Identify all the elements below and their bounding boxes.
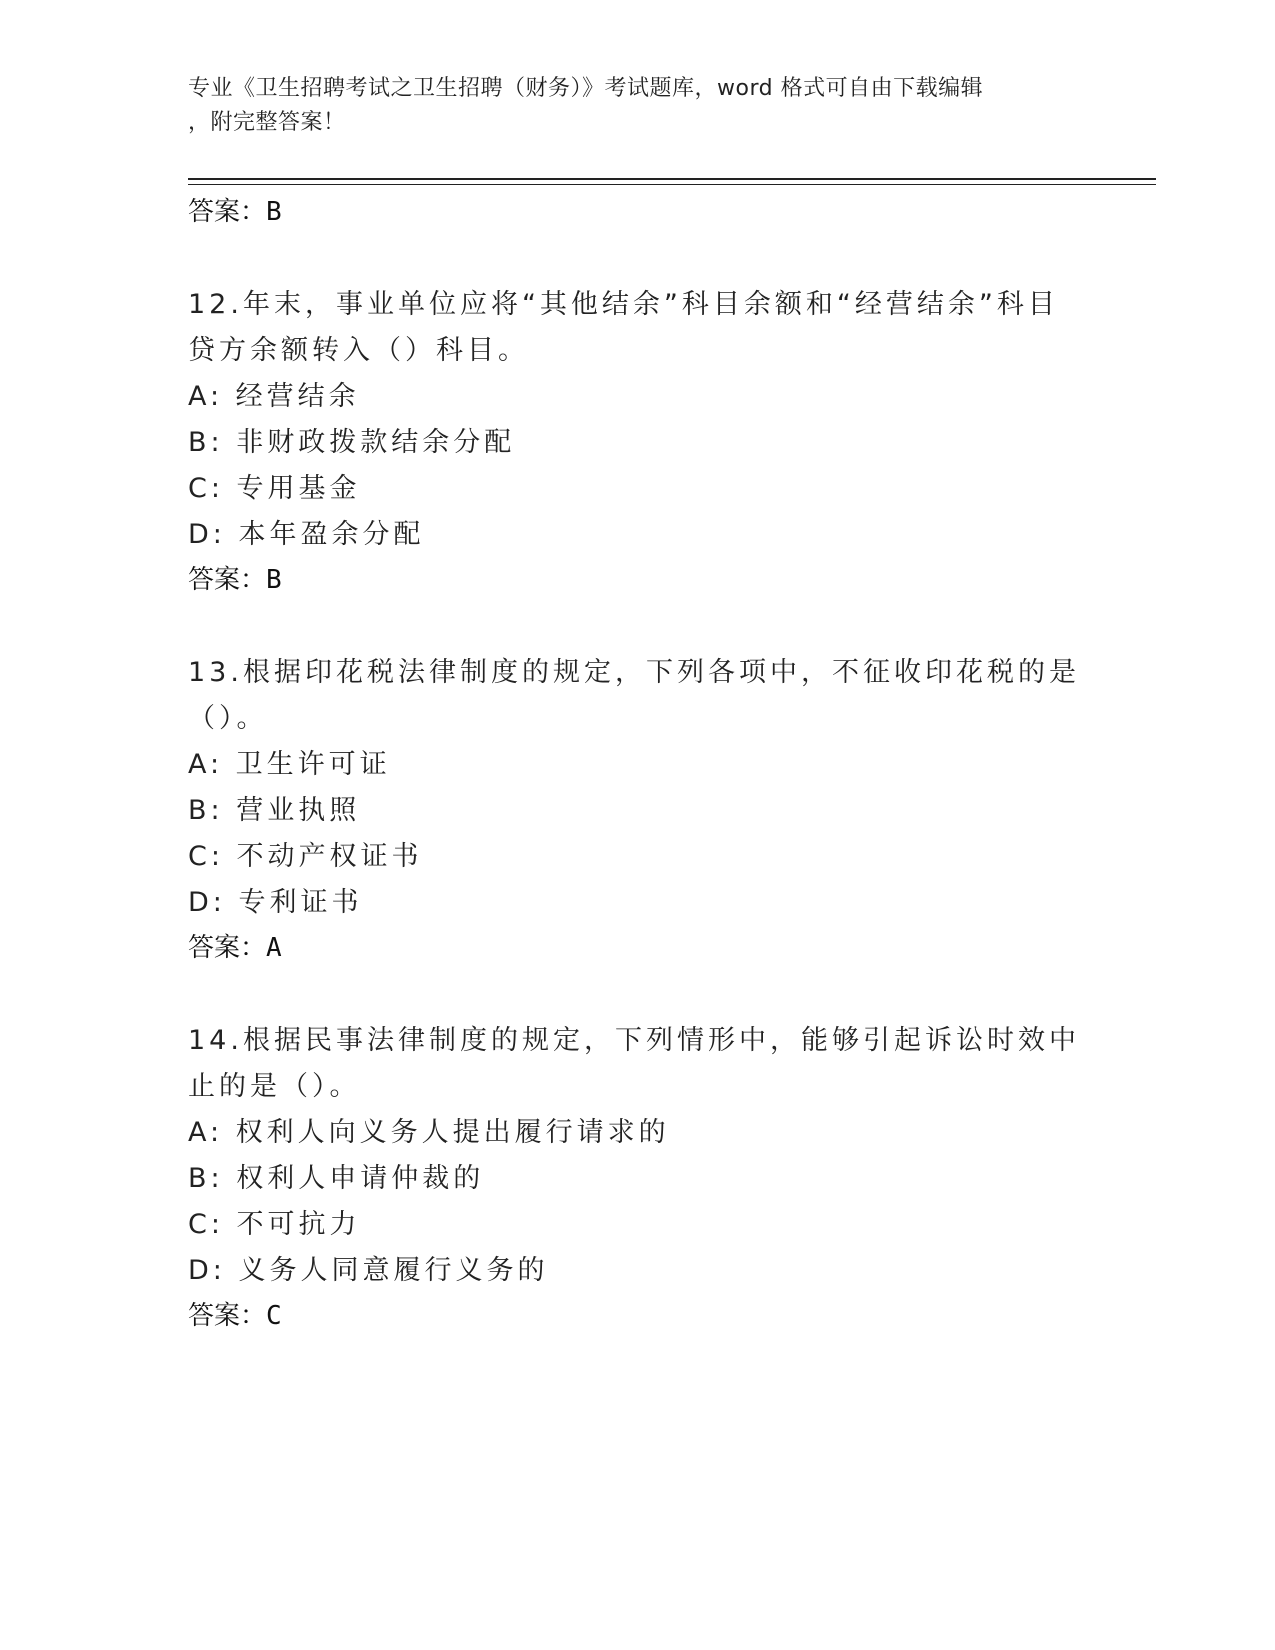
option-b: B: 非财政拨款结余分配 xyxy=(188,427,516,458)
answer-value: C xyxy=(266,1301,282,1331)
option-c: C: 不动产权证书 xyxy=(188,841,423,872)
option-a: A: 经营结余 xyxy=(188,381,360,412)
option-a: A: 权利人向义务人提出履行请求的 xyxy=(188,1117,670,1148)
question-text: 14.根据民事法律制度的规定，下列情形中，能够引起诉讼时效中止的是（）。 xyxy=(188,1025,1080,1102)
option-c: C: 不可抗力 xyxy=(188,1209,361,1240)
document-header xyxy=(188,72,1088,140)
question-list xyxy=(188,190,1088,1338)
answer-line xyxy=(188,926,1088,970)
answer-label: 答案： xyxy=(188,933,267,963)
header-line-1: 专业《卫生招聘考试之卫生招聘（财务）》考试题库，word 格式可自由下载编辑 xyxy=(188,76,984,101)
question-block-14 xyxy=(188,1018,1088,1338)
answer-value: A xyxy=(266,933,282,963)
header-rule-thin xyxy=(188,184,1156,185)
question-block-12 xyxy=(188,282,1088,602)
option-c: C: 专用基金 xyxy=(188,473,361,504)
header-line-2: ，附完整答案！ xyxy=(188,110,346,135)
answer-line xyxy=(188,558,1088,602)
spacer xyxy=(188,602,1088,650)
answer-value: B xyxy=(266,565,282,595)
answer-label: 答案： xyxy=(188,1301,267,1331)
answer-line xyxy=(188,190,1088,234)
option-b: B: 权利人申请仲裁的 xyxy=(188,1163,485,1194)
question-block-13 xyxy=(188,650,1088,970)
answer-label: 答案： xyxy=(188,565,267,595)
option-a: A: 卫生许可证 xyxy=(188,749,391,780)
answer-value: B xyxy=(266,197,282,227)
answer-line xyxy=(188,1294,1088,1338)
question-text: 13.根据印花税法律制度的规定，下列各项中，不征收印花税的是（）。 xyxy=(188,657,1080,734)
answer-label: 答案： xyxy=(188,197,267,227)
option-d: D: 本年盈余分配 xyxy=(188,519,425,550)
spacer xyxy=(188,970,1088,1018)
header-rule-thick xyxy=(188,178,1156,180)
option-d: D: 义务人同意履行义务的 xyxy=(188,1255,549,1286)
question-text: 12.年末，事业单位应将“其他结余”科目余额和“经营结余”科目贷方余额转入（）科目。 xyxy=(188,289,1059,366)
spacer xyxy=(188,234,1088,282)
option-d: D: 专利证书 xyxy=(188,887,363,918)
option-b: B: 营业执照 xyxy=(188,795,361,826)
